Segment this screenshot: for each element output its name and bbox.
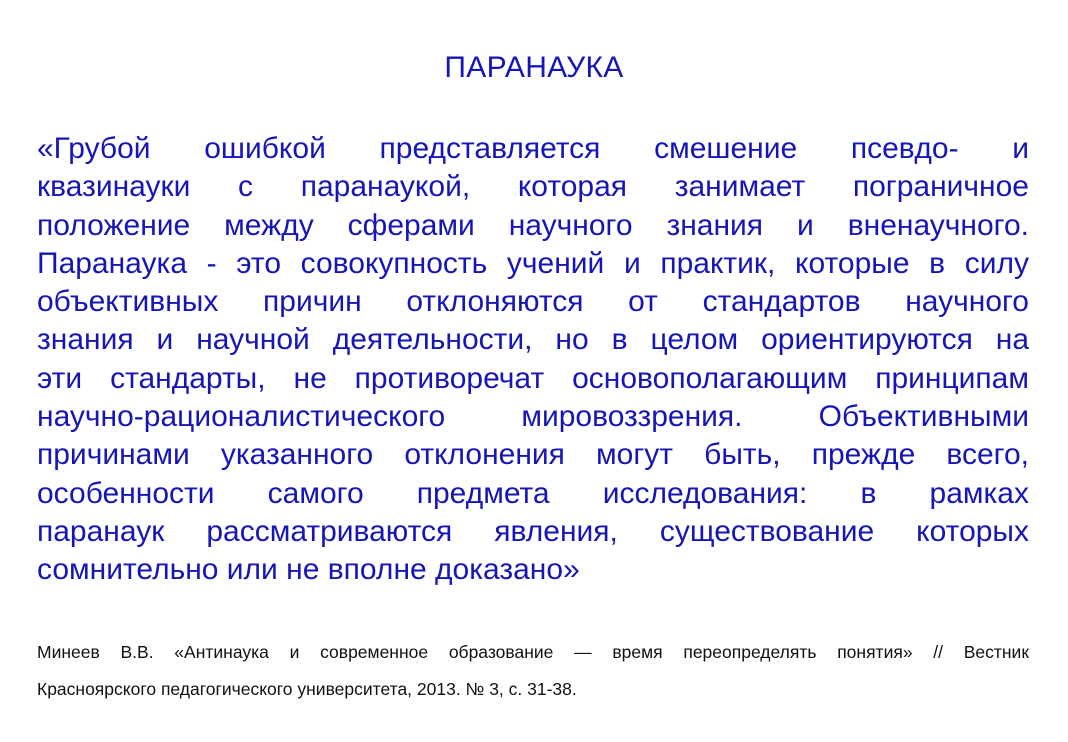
quote-line: научно-рационалистического мировоззрения. Объективными [37, 400, 1029, 434]
citation-line: Красноярского педагогического университета, 2013. № 3, с. 31-38. [37, 679, 577, 699]
quote-line: знания и научной деятельности, но в целом ориентируются на [37, 323, 1029, 357]
quote-line: особенности самого предмета исследования: в рамках [37, 476, 1029, 510]
citation-line: Минеев В.В. «Антинаука и современное образование — время переопределять понятия» // Вестник [37, 642, 1029, 662]
quote-line: сомнительно или не вполне доказано» [37, 553, 580, 587]
quote-line: паранаук рассматриваются явления, существование которых [37, 514, 1029, 548]
quote-line: «Грубой ошибкой представляется смешение псевдо- и [37, 132, 1029, 165]
quote-line: Паранаука - это совокупность учений и практик, которые в силу [37, 246, 1029, 280]
quote-paragraph [37, 130, 1029, 590]
quote-line: причинами указанного отклонения могут быть, прежде всего, [37, 438, 1029, 472]
quote-line: квазинауки с паранаукой, которая занимает пограничное [37, 170, 1029, 204]
quote-line: объективных причин отклоняются от стандартов научного [37, 285, 1029, 319]
quote-line: эти стандарты, не противоречат основополагающим принципам [37, 361, 1029, 395]
slide-title: ПАРАНАУКА [444, 51, 624, 84]
quote-line: положение между сферами научного знания и вненаучного. [37, 208, 1029, 242]
citation [37, 634, 1029, 708]
